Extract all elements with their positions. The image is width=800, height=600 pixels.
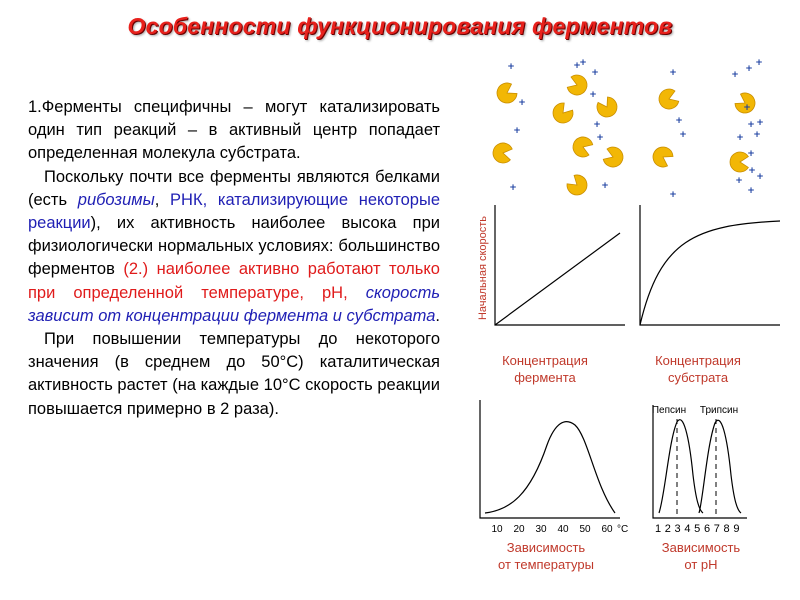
paragraph-specificity xyxy=(28,96,440,166)
substrate-plus-icon: + xyxy=(755,58,763,68)
substrate-plus-icon: + xyxy=(601,181,609,191)
concentration-dependence: скорость зависит от концентрации фермента и субстрата xyxy=(28,283,440,325)
ph-tick-label: 9 xyxy=(733,523,740,535)
body-text xyxy=(28,96,440,421)
enzyme-shape xyxy=(656,87,680,112)
substrate-plus-icon: + xyxy=(756,118,764,128)
substrate-plus-icon: + xyxy=(747,120,755,130)
substrate-plus-icon: + xyxy=(593,120,601,130)
enzyme-shape xyxy=(649,143,675,170)
enzyme-shape xyxy=(730,152,748,172)
ribozymes-term: рибозимы xyxy=(77,190,155,209)
conditions-space xyxy=(348,284,366,302)
substrate-plus-icon: + xyxy=(747,149,755,159)
paragraph-temperature: При повышении температуры до некоторого значения (в среднем до 50°С) каталитическая активность растет (на каждые 10°С скорость реакции повышается примерно в 2 раза). xyxy=(28,330,440,418)
specificity-description: – могут катализировать один тип реакций – в активный центр попадает определенная молекула субстрата. xyxy=(28,98,440,163)
substrate-plus-icon: + xyxy=(731,70,739,80)
substrate-plus-icon: + xyxy=(591,68,599,78)
curve-trypsin xyxy=(699,420,741,513)
ph-tick-labels xyxy=(655,523,740,535)
enzyme-shape xyxy=(491,141,513,164)
conditions-intro: Поскольку почти все ферменты являются белками (есть xyxy=(28,167,440,209)
page-title: Особенности функционирования ферментов xyxy=(127,13,673,39)
substrate-plus-icon: + xyxy=(753,130,761,140)
curve-saturation xyxy=(640,221,780,325)
substrate-plus-icon: + xyxy=(756,172,764,182)
substrate-plus-icon: + xyxy=(507,62,515,72)
curve-temperature-bell xyxy=(485,422,615,513)
ph-tick-label: 3 xyxy=(674,523,681,535)
substrate-plus-icon: + xyxy=(579,58,587,68)
axis-substrate-concentration xyxy=(640,205,780,325)
substrate-plus-icon: + xyxy=(675,116,683,126)
label-ph-line2: от рН xyxy=(684,557,718,572)
label-temperature-line1: Зависимость xyxy=(506,540,586,555)
conditions-middle: ), их активность наиболее высока при физиологически нормальных условиях: большинство ферментов xyxy=(28,214,440,279)
temperature-tick-labels xyxy=(491,524,613,535)
curve-pepsin xyxy=(659,420,703,513)
substrate-plus-icon: + xyxy=(745,64,753,74)
y-axis-label: Начальная скорость xyxy=(477,215,489,321)
label-substrate-line1: Концентрация xyxy=(655,353,741,368)
ph-tick-label: 2 xyxy=(664,523,671,535)
paragraph-conditions xyxy=(28,166,440,328)
substrate-plus-icon: + xyxy=(669,68,677,78)
enzyme-shape xyxy=(564,172,591,199)
graph-enzyme-concentration xyxy=(495,205,625,385)
substrate-plus-icon: + xyxy=(509,183,517,193)
substrate-plus-icon: + xyxy=(735,176,743,186)
label-enzyme-line1: Концентрация xyxy=(502,353,588,368)
substrate-plus-icon: + xyxy=(736,133,744,143)
enzyme-figure xyxy=(455,55,795,595)
graph-substrate-concentration xyxy=(640,205,780,385)
trypsin-label: Трипсин xyxy=(699,405,739,416)
temperature-tick-label: 30 xyxy=(535,524,547,535)
axis-temperature xyxy=(480,400,620,518)
substrate-plus-icon: + xyxy=(573,61,581,71)
list-number: 1. xyxy=(28,98,42,116)
conditions-comma: , xyxy=(154,190,171,209)
conditions-end: . xyxy=(435,306,440,325)
axis-enzyme-concentration xyxy=(495,205,625,325)
pepsin-label: Пепсин xyxy=(651,405,687,416)
label-temperature-line2: от температуры xyxy=(498,557,594,572)
substrate-plus-icon: + xyxy=(679,130,687,140)
temperature-tick-label: 60 xyxy=(601,524,613,535)
temperature-ph-highlight: (2.) наиболее активно работают только при определенной температуре, рН, xyxy=(28,260,440,302)
substrate-plus-icon: + xyxy=(589,90,597,100)
enzyme-shape xyxy=(566,73,590,98)
temperature-tick-label: 50 xyxy=(579,524,591,535)
label-substrate-line2: субстрата xyxy=(667,370,729,385)
ph-tick-label: 4 xyxy=(684,523,691,535)
substrate-enzyme-illustration xyxy=(491,58,763,200)
graph-temperature xyxy=(480,400,628,572)
enzyme-shape xyxy=(493,80,519,107)
temperature-tick-label: 20 xyxy=(513,524,525,535)
curve-linear xyxy=(495,233,620,325)
rna-catalysis-term: РНК, катализирующие некоторые реакции xyxy=(28,190,440,233)
ph-tick-label: 8 xyxy=(723,523,730,535)
temperature-tick-label: 10 xyxy=(491,524,503,535)
ph-tick-label: 6 xyxy=(703,523,711,535)
enzyme-shape xyxy=(570,134,594,159)
substrate-plus-icon: + xyxy=(513,126,521,136)
substrate-plus-icon: + xyxy=(596,133,604,143)
enzyme-shape xyxy=(594,95,621,121)
substrate-plus-icon: + xyxy=(669,190,677,200)
label-ph-line1: Зависимость xyxy=(661,540,741,555)
axis-ph xyxy=(653,405,747,518)
ph-tick-label: 1 xyxy=(654,523,662,535)
ph-tick-label: 7 xyxy=(713,523,720,535)
temperature-tick-label: 40 xyxy=(557,524,569,535)
figure-canvas xyxy=(455,55,795,595)
temperature-unit: °С xyxy=(617,524,629,535)
substrate-plus-icon: + xyxy=(743,103,751,113)
substrate-plus-icon: + xyxy=(748,166,756,176)
substrate-plus-icon: + xyxy=(747,186,755,196)
label-enzyme-line2: фермента xyxy=(514,370,576,385)
graph-ph xyxy=(652,405,747,572)
specificity-term: Ферменты специфичны xyxy=(41,98,232,116)
ph-tick-label: 5 xyxy=(694,523,701,535)
enzyme-shape xyxy=(549,100,576,127)
substrate-plus-icon: + xyxy=(518,98,526,108)
enzyme-shape xyxy=(602,145,626,170)
